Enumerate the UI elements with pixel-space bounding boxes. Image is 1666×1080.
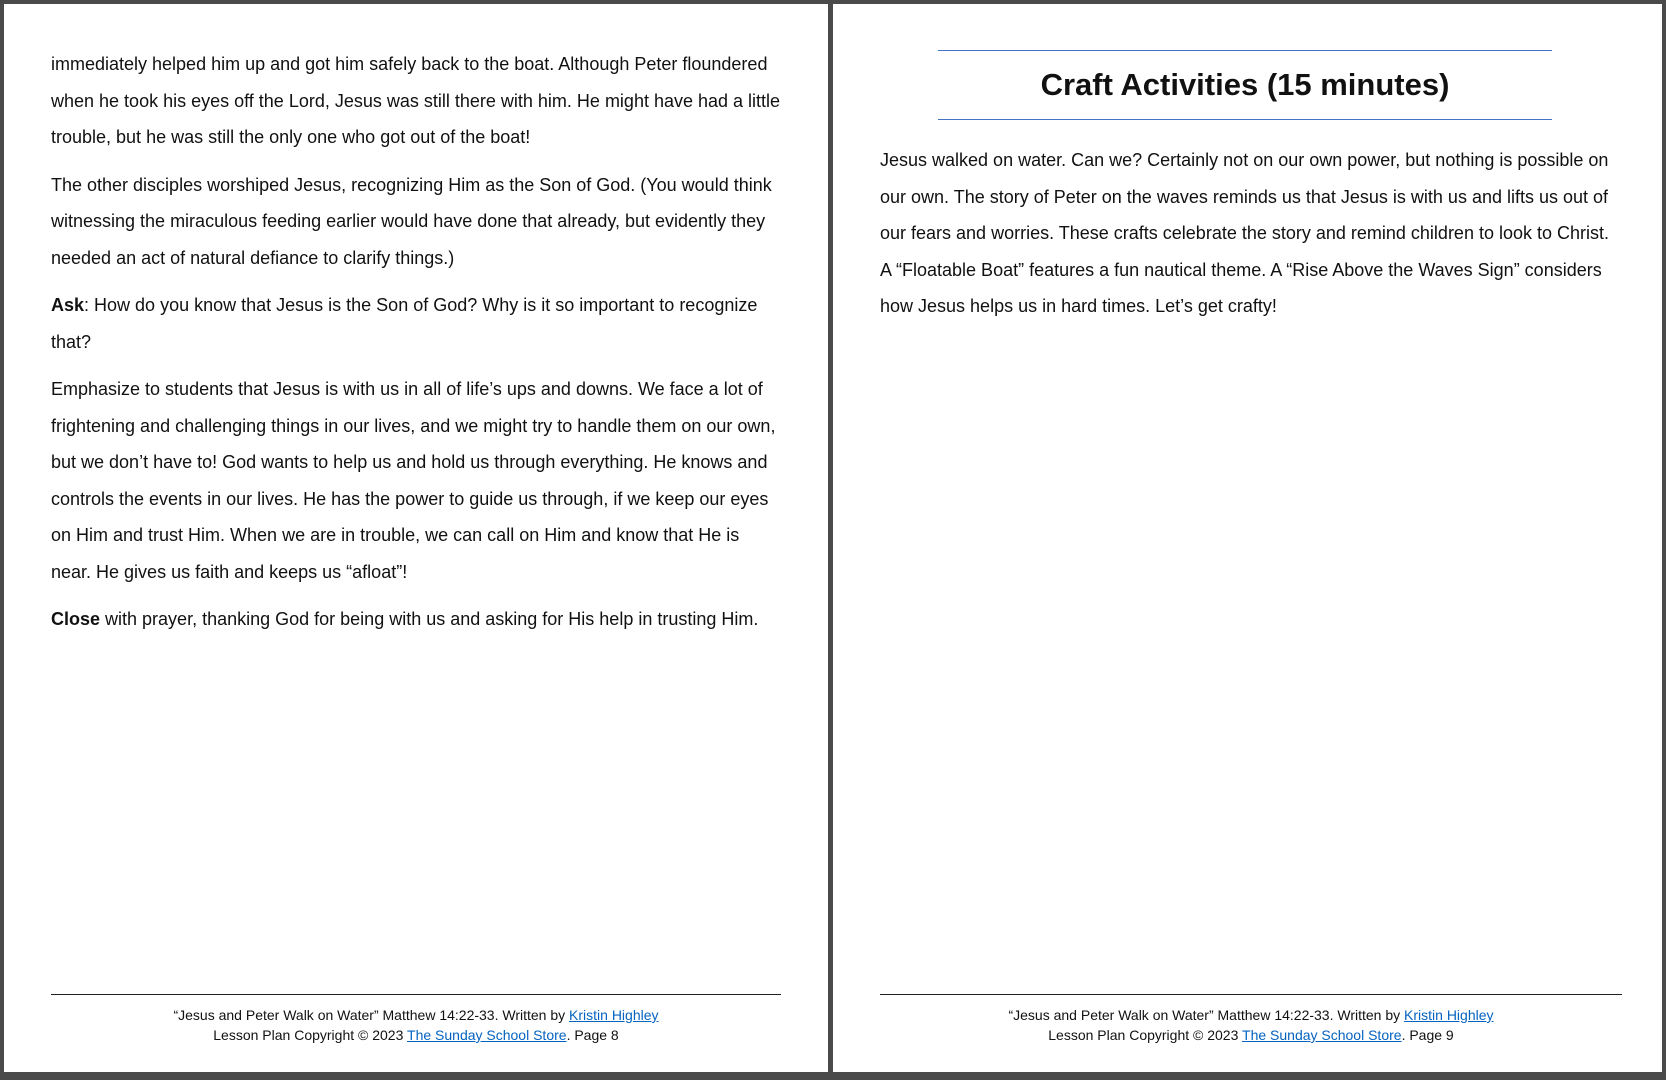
section-heading: Craft Activities (15 minutes) [1040, 67, 1450, 102]
paragraph-lead: Ask [51, 295, 85, 315]
footer-line-2 [51, 1025, 781, 1045]
author-link[interactable]: Kristin Highley [1404, 1007, 1494, 1023]
paragraph [51, 167, 781, 277]
footer-line-1 [51, 1005, 781, 1025]
footer-copyright: Lesson Plan Copyright © 2023 [1048, 1027, 1243, 1043]
page-8 [4, 4, 828, 1072]
page-body [51, 46, 781, 649]
page-body [880, 142, 1622, 336]
page-number: . Page 8 [566, 1027, 619, 1043]
paragraph-lead: Close [51, 609, 101, 629]
footer-text [880, 1005, 1622, 1045]
page-9 [833, 4, 1662, 1072]
paragraph-text: : How do you know that Jesus is the Son of God? Why is it so important to recognize that? [51, 295, 758, 352]
footer-line-2 [880, 1025, 1622, 1045]
paragraph [51, 46, 781, 156]
page-number: . Page 9 [1401, 1027, 1454, 1043]
close-paragraph [51, 601, 781, 638]
footer-divider [51, 994, 781, 995]
store-link[interactable]: The Sunday School Store [1242, 1027, 1402, 1043]
footer-title: “Jesus and Peter Walk on Water” Matthew 14:22-33. Written by [173, 1007, 570, 1023]
page-footer [51, 994, 781, 1045]
paragraph-text: Emphasize to students that Jesus is with us in all of life’s ups and downs. We face a lot of frightening and challenging things in our lives, and we might try to handle them on our own, but we don’t have to! God wants to help us and hold us through everything. He knows and controls the events in our lives. He has the power to guide us through, if we keep our eyes on Him and trust Him. When we are in trouble, we can call on Him and know that He is near. He gives us faith and keeps us “afloat”! [51, 379, 776, 582]
ask-paragraph [51, 287, 781, 360]
paragraph [880, 142, 1622, 325]
paragraph-text: with prayer, thanking God for being with us and asking for His help in trusting Him. [100, 609, 759, 629]
footer-line-1 [880, 1005, 1622, 1025]
heading-bottom-rule [938, 119, 1552, 120]
paragraph [51, 371, 781, 590]
paragraph-text: The other disciples worshiped Jesus, recognizing Him as the Son of God. (You would think witnessing the miraculous feeding earlier would have done that already, but evidently they needed an act of natural defiance to clarify things.) [51, 174, 772, 268]
footer-text [51, 1005, 781, 1045]
author-link[interactable]: Kristin Highley [569, 1007, 659, 1023]
paragraph-text: immediately helped him up and got him safely back to the boat. Although Peter floundered when he took his eyes off the Lord, Jesus was still there with him. He might have had a little trouble, but he was still the only one who got out of the boat! [51, 54, 781, 147]
page-footer [880, 994, 1622, 1045]
store-link[interactable]: The Sunday School Store [407, 1027, 567, 1043]
paragraph-text: Jesus walked on water. Can we? Certainly not on our own power, but nothing is possible on our own. The story of Peter on the waves reminds us that Jesus is with us and lifts us out of our fears and worries. These crafts celebrate the story and remind children to look to Christ. A “Floatable Boat” features a fun nautical theme. A “Rise Above the Waves Sign” considers how Jesus helps us in hard times. Let’s get crafty! [880, 150, 1610, 316]
section-heading-block [938, 50, 1552, 120]
footer-copyright: Lesson Plan Copyright © 2023 [213, 1027, 408, 1043]
footer-title: “Jesus and Peter Walk on Water” Matthew 14:22-33. Written by [1008, 1007, 1405, 1023]
footer-divider [880, 994, 1622, 995]
